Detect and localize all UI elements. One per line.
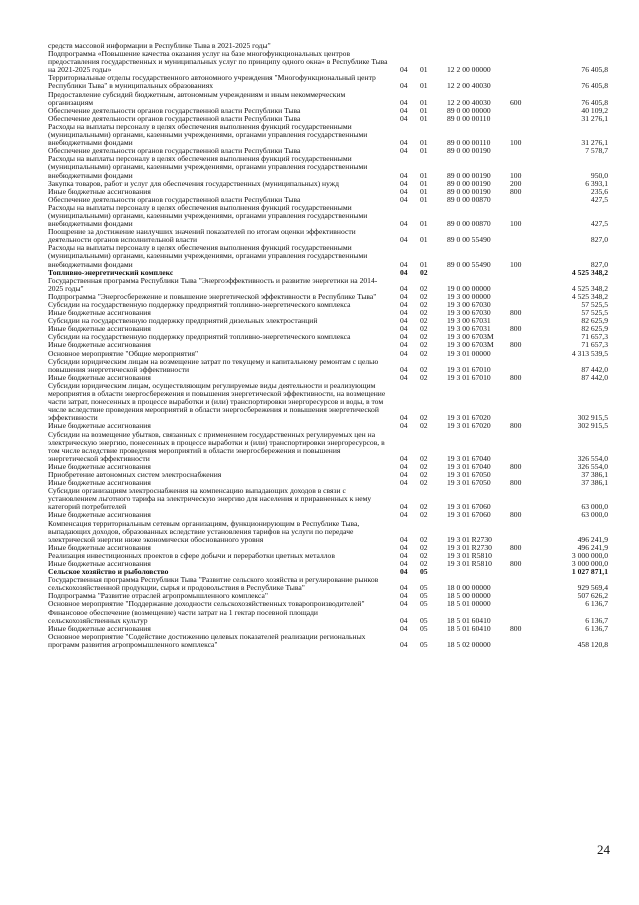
target-article-code: 19 3 00 6703M xyxy=(447,332,494,342)
expense-type-code: 800 xyxy=(510,461,522,471)
target-article-code: 18 0 00 00000 xyxy=(447,583,491,593)
section-code: 04 xyxy=(400,308,408,318)
target-article-code: 19 3 00 00000 xyxy=(447,291,491,301)
item-name: Субсидии на государственную поддержку предприятий топливно-энергетического комплекса xyxy=(48,300,351,309)
amount: 326 554,0 xyxy=(577,461,608,471)
page-number: 24 xyxy=(597,842,610,857)
amount: 63 000,0 xyxy=(581,510,608,520)
target-article-code: 19 3 00 67030 xyxy=(447,308,491,318)
subsection-code: 05 xyxy=(420,591,428,601)
subsection-code: 02 xyxy=(420,542,428,552)
section-code: 04 xyxy=(400,599,408,609)
item-name: Иные бюджетные ассигнования xyxy=(48,421,151,431)
subsection-code: 02 xyxy=(420,372,428,382)
item-name: Иные бюджетные ассигнования xyxy=(48,559,151,568)
section-code: 04 xyxy=(400,502,408,512)
table-row xyxy=(48,277,608,293)
target-article-code: 19 3 01 67050 xyxy=(447,469,491,479)
subsection-code: 02 xyxy=(420,291,428,301)
amount: 326 554,0 xyxy=(577,453,608,463)
target-article-code: 19 3 01 R2730 xyxy=(447,534,492,544)
section-code: 04 xyxy=(400,364,408,374)
subsection-code: 02 xyxy=(420,324,428,334)
section-code: 04 xyxy=(400,178,408,188)
section-code: 04 xyxy=(400,170,408,180)
expense-type-code: 800 xyxy=(510,559,522,568)
item-name: Сельское хозяйство и рыболовство xyxy=(48,567,169,577)
table-row xyxy=(48,358,608,374)
amount: 235,6 xyxy=(590,186,608,196)
item-name: Обеспечение деятельности органов государственной власти Республики Тыва xyxy=(48,194,301,204)
item-name: Государственная программа Республики Тыва "Энергоэффективность и развитие энергетики на 2014-2025 годы" xyxy=(48,275,378,293)
item-name: Компенсация территориальным сетевым организациям, функционирующим в Республике Тыва, выпадающих доходов, образованных вследствие установления тарифов на услуги по передаче электрической энергии ниже экономически обоснованного уровня xyxy=(48,518,360,544)
amount: 4 525 348,2 xyxy=(571,283,608,293)
item-name: Основное мероприятие "Общие мероприятия" xyxy=(48,348,199,358)
item-name: Обеспечение деятельности органов государственной власти Республики Тыва xyxy=(48,113,301,123)
item-name: Иные бюджетные ассигнования xyxy=(48,308,151,318)
table-row xyxy=(48,576,608,592)
target-article-code: 19 3 00 67031 xyxy=(447,324,491,334)
target-article-code: 19 3 01 67060 xyxy=(447,502,491,512)
table-row xyxy=(48,50,608,74)
subsection-code: 01 xyxy=(420,194,428,204)
section-code: 04 xyxy=(400,421,408,431)
target-article-code: 19 3 01 R2730 xyxy=(447,542,492,552)
subsection-code: 01 xyxy=(420,219,428,229)
subsection-code: 05 xyxy=(420,599,428,609)
amount: 507 626,2 xyxy=(577,591,608,601)
section-code: 04 xyxy=(400,534,408,544)
subsection-code: 02 xyxy=(420,559,428,568)
amount: 57 525,5 xyxy=(581,308,608,318)
target-article-code: 18 5 01 60410 xyxy=(447,615,491,625)
section-code: 04 xyxy=(400,461,408,471)
subsection-code: 02 xyxy=(420,316,428,326)
subsection-code: 05 xyxy=(420,583,428,593)
subsection-code: 01 xyxy=(420,146,428,156)
section-code: 04 xyxy=(400,639,408,649)
expense-type-code: 800 xyxy=(510,510,522,520)
target-article-code: 19 3 01 67020 xyxy=(447,413,491,423)
item-name: Основное мероприятие "Поддержание доходности сельскохозяйственных товаропроизводителей" xyxy=(48,599,365,609)
expense-type-code: 800 xyxy=(510,324,522,334)
section-code: 04 xyxy=(400,591,408,601)
subsection-code: 02 xyxy=(420,283,428,293)
subsection-code: 01 xyxy=(420,105,428,115)
amount: 827,0 xyxy=(590,259,608,269)
section-code: 04 xyxy=(400,291,408,301)
amount: 929 569,4 xyxy=(577,583,608,593)
amount: 427,5 xyxy=(590,219,608,229)
table-row xyxy=(48,228,608,244)
item-name: Иные бюджетные ассигнования xyxy=(48,461,151,471)
amount: 4 313 539,5 xyxy=(571,348,608,358)
item-name: Иные бюджетные ассигнования xyxy=(48,324,151,334)
expense-type-code: 200 xyxy=(510,178,522,188)
amount: 427,5 xyxy=(590,194,608,204)
amount: 950,0 xyxy=(590,170,608,180)
subsection-code: 01 xyxy=(420,170,428,180)
item-name: Иные бюджетные ассигнования xyxy=(48,510,151,520)
section-code: 04 xyxy=(400,542,408,552)
table-row xyxy=(48,123,608,147)
expense-type-code: 800 xyxy=(510,308,522,318)
subsection-code: 01 xyxy=(420,259,428,269)
section-code: 04 xyxy=(400,219,408,229)
section-code: 04 xyxy=(400,97,408,107)
item-name: Субсидии на государственную поддержку предприятий топливно-энергетического комплекса xyxy=(48,332,351,342)
amount: 82 625,9 xyxy=(581,324,608,334)
section-code: 04 xyxy=(400,583,408,593)
target-article-code: 89 0 00 00110 xyxy=(447,138,491,148)
section-code: 04 xyxy=(400,267,408,277)
section-code: 04 xyxy=(400,105,408,115)
target-article-code: 19 3 00 67030 xyxy=(447,300,491,309)
amount: 458 120,8 xyxy=(577,639,608,649)
item-name: Основное мероприятие "Содействие достижению целевых показателей реализации региональных программ развития агропромышленного комплекса" xyxy=(48,631,366,649)
item-name: Расходы на выплаты персоналу в целях обеспечения выполнения функций государственными (муниципальными) органами, казенными учреждениями, органами управления государственными внебюджетными фондами xyxy=(48,202,368,229)
item-name: Топливно-энергетический комплекс xyxy=(48,267,174,277)
section-code: 04 xyxy=(400,559,408,568)
target-article-code: 18 5 01 60410 xyxy=(447,623,491,633)
target-article-code: 19 3 00 6703M xyxy=(447,340,494,350)
item-name: Иные бюджетные ассигнования xyxy=(48,478,151,488)
item-name: Расходы на выплаты персоналу в целях обеспечения выполнения функций государственными (муниципальными) органами, казенными учреждениями, органами управления государственными внебюджетными фондами xyxy=(48,154,368,180)
section-code: 04 xyxy=(400,453,408,463)
item-name: Поощрение за достижение наилучших значений показателей по итогам оценки эффективности деятельности органов исполнительной власти xyxy=(48,227,356,245)
section-code: 04 xyxy=(400,194,408,204)
subsection-code: 02 xyxy=(420,453,428,463)
section-code: 04 xyxy=(400,478,408,488)
amount: 6 136,7 xyxy=(585,615,608,625)
target-article-code: 19 3 01 67060 xyxy=(447,510,491,520)
section-code: 04 xyxy=(400,146,408,156)
subsection-code: 05 xyxy=(420,623,428,633)
amount: 302 915,5 xyxy=(577,421,608,431)
expense-type-code: 800 xyxy=(510,421,522,431)
item-name: Обеспечение деятельности органов государственной власти Республики Тыва xyxy=(48,146,301,156)
target-article-code: 19 3 01 67040 xyxy=(447,461,491,471)
table-row xyxy=(48,74,608,90)
section-code: 04 xyxy=(400,348,408,358)
item-name: Иные бюджетные ассигнования xyxy=(48,186,151,196)
amount: 7 578,7 xyxy=(585,146,608,156)
table-row xyxy=(48,204,608,228)
table-row xyxy=(48,633,608,649)
target-article-code: 19 3 01 R5810 xyxy=(447,559,492,568)
expense-type-code: 800 xyxy=(510,542,522,552)
target-article-code: 19 3 01 67020 xyxy=(447,421,491,431)
section-code: 04 xyxy=(400,300,408,309)
amount: 63 000,0 xyxy=(581,502,608,512)
item-name: Субсидии организациям электроснабжения на компенсацию выпадающих доходов в связи с установлением льготного тарифа на электрическую энергию для населения и приравненных к нему категорий потребителей xyxy=(48,486,372,512)
item-name: Обеспечение деятельности органов государственной власти Республики Тыва xyxy=(48,105,301,115)
target-article-code: 18 5 00 00000 xyxy=(447,591,491,601)
item-name: Реализация инвестиционных проектов в сфере добычи и переработки цветных металлов xyxy=(48,550,335,560)
section-code: 04 xyxy=(400,113,408,123)
item-name: Предоставление субсидий бюджетным, автономным учреждениям и иным некоммерческим организациям xyxy=(48,89,346,107)
section-code: 04 xyxy=(400,259,408,269)
amount: 31 276,1 xyxy=(581,138,608,148)
amount: 87 442,0 xyxy=(581,372,608,382)
item-name: Субсидии юридическим лицам, осуществляющим регулируемые виды деятельности и реализующим мероприятия в области энергосбережения и повышения энергетической эффективности, на возмещение части затрат, понесенных в процессе выработки и (или) транспортировки энергоресурсов и воды, в том числе вследствие проведения мероприятий в области энергосбережения и повышения энергетической эффективности xyxy=(48,380,386,423)
target-article-code: 89 0 00 00190 xyxy=(447,170,491,180)
target-article-code: 18 5 02 00000 xyxy=(447,639,491,649)
amount: 3 000 000,0 xyxy=(571,550,608,560)
section-code: 04 xyxy=(400,623,408,633)
target-article-code: 19 3 01 67010 xyxy=(447,372,491,382)
amount: 37 386,1 xyxy=(581,478,608,488)
section-code: 04 xyxy=(400,615,408,625)
item-name: Субсидии на возмещение убытков, связанных с применением государственных регулируемых цен на электрическую энергию, понесенных в процессе выработки и (или) транспортировки энергоресурсов, в том числе вследствие проведения мероприятий в области энергосбережения и повышения энергетической эффективности xyxy=(48,429,385,463)
table-row xyxy=(48,487,608,511)
amount: 71 657,3 xyxy=(581,332,608,342)
subsection-code: 02 xyxy=(420,300,428,309)
expense-type-code: 800 xyxy=(510,186,522,196)
section-code: 04 xyxy=(400,332,408,342)
expense-type-code: 800 xyxy=(510,623,522,633)
subsection-code: 02 xyxy=(420,332,428,342)
section-code: 04 xyxy=(400,510,408,520)
amount: 302 915,5 xyxy=(577,413,608,423)
subsection-code: 02 xyxy=(420,421,428,431)
target-article-code: 19 3 01 00000 xyxy=(447,348,491,358)
subsection-code: 01 xyxy=(420,138,428,148)
amount: 4 525 348,2 xyxy=(571,267,608,277)
target-article-code: 19 3 01 67050 xyxy=(447,478,491,488)
expense-type-code: 600 xyxy=(510,97,522,107)
table-row xyxy=(48,155,608,179)
table-row xyxy=(48,382,608,422)
section-code: 04 xyxy=(400,413,408,423)
item-name: Территориальные отделы государственного автономного учреждения "Многофункциональный центр Республики Тыва" в муниципальных образованиях xyxy=(48,73,376,91)
target-article-code: 19 3 01 R5810 xyxy=(447,550,492,560)
table-row xyxy=(48,609,608,625)
section-code: 04 xyxy=(400,372,408,382)
target-article-code: 89 0 00 00870 xyxy=(447,194,491,204)
subsection-code: 02 xyxy=(420,550,428,560)
subsection-code: 01 xyxy=(420,113,428,123)
amount: 71 657,3 xyxy=(581,340,608,350)
subsection-code: 02 xyxy=(420,502,428,512)
subsection-code: 01 xyxy=(420,81,428,91)
item-name: Иные бюджетные ассигнования xyxy=(48,623,151,633)
subsection-code: 02 xyxy=(420,534,428,544)
item-name: Финансовое обеспечение (возмещение) части затрат на 1 гектар посевной площади сельскохозяйственных культур xyxy=(48,607,318,625)
subsection-code: 01 xyxy=(420,178,428,188)
subsection-code: 01 xyxy=(420,65,428,75)
target-article-code: 89 0 00 00190 xyxy=(447,186,491,196)
expense-type-code: 100 xyxy=(510,259,522,269)
amount: 76 405,8 xyxy=(581,97,608,107)
section-code: 04 xyxy=(400,283,408,293)
expense-type-code: 800 xyxy=(510,372,522,382)
table-row xyxy=(48,431,608,463)
subsection-code: 02 xyxy=(420,510,428,520)
target-article-code: 19 0 00 00000 xyxy=(447,283,491,293)
target-article-code: 19 3 01 67040 xyxy=(447,453,491,463)
target-article-code: 89 0 00 00190 xyxy=(447,178,491,188)
target-article-code: 89 0 00 00110 xyxy=(447,113,491,123)
amount: 40 109,2 xyxy=(581,105,608,115)
section-code: 04 xyxy=(400,186,408,196)
item-name: Субсидии на государственную поддержку предприятий дизельных электростанций xyxy=(48,316,318,326)
subsection-code: 02 xyxy=(420,413,428,423)
section-code: 04 xyxy=(400,324,408,334)
target-article-code: 89 0 00 55490 xyxy=(447,259,491,269)
item-name: Расходы на выплаты персоналу в целях обеспечения выполнения функций государственными (муниципальными) органами, казенными учреждениями, органами управления государственными внебюджетными фондами xyxy=(48,243,368,269)
subsection-code: 02 xyxy=(420,478,428,488)
item-name: Субсидии юридическим лицам на возмещение затрат по текущему и капитальному ремонтам с целью повышения энергетической эффективности xyxy=(48,356,379,374)
amount: 76 405,8 xyxy=(581,81,608,91)
subsection-code: 02 xyxy=(420,364,428,374)
item-name: Иные бюджетные ассигнования xyxy=(48,372,151,382)
item-name: Подпрограмма «Повышение качества оказания услуг на базе многофункциональных центров предоставления государственных и муниципальных услуг по принципу одного окна» в Республике Тыва на 2021-2025 годы» xyxy=(48,49,388,75)
amount: 87 442,0 xyxy=(581,364,608,374)
item-name: Иные бюджетные ассигнования xyxy=(48,340,151,350)
target-article-code: 12 2 00 00000 xyxy=(447,65,491,75)
amount: 1 027 871,1 xyxy=(571,567,608,577)
subsection-code: 01 xyxy=(420,186,428,196)
section-code: 04 xyxy=(400,550,408,560)
expense-type-code: 100 xyxy=(510,170,522,180)
table-row xyxy=(48,244,608,268)
section-code: 04 xyxy=(400,340,408,350)
amount: 4 525 348,2 xyxy=(571,291,608,301)
amount: 76 405,8 xyxy=(581,65,608,75)
amount: 31 276,1 xyxy=(581,113,608,123)
target-article-code: 12 2 00 40030 xyxy=(447,81,491,91)
target-article-code: 12 2 00 40030 xyxy=(447,97,491,107)
amount: 496 241,9 xyxy=(577,534,608,544)
item-name: Приобретение автономных систем электроснабжения xyxy=(48,469,222,479)
subsection-code: 02 xyxy=(420,308,428,318)
amount: 82 625,9 xyxy=(581,316,608,326)
subsection-code: 02 xyxy=(420,469,428,479)
target-article-code: 18 5 01 00000 xyxy=(447,599,491,609)
section-code: 04 xyxy=(400,138,408,148)
target-article-code: 89 0 00 00190 xyxy=(447,146,491,156)
amount: 6 136,7 xyxy=(585,623,608,633)
target-article-code: 89 0 00 55490 xyxy=(447,235,491,245)
item-name: Закупка товаров, работ и услуг для обеспечения государственных (муниципальных) нужд xyxy=(48,178,339,188)
subsection-code: 02 xyxy=(420,461,428,471)
table-row xyxy=(48,520,608,544)
section-code: 04 xyxy=(400,65,408,75)
expense-type-code: 100 xyxy=(510,219,522,229)
amount: 57 525,5 xyxy=(581,300,608,309)
subsection-code: 02 xyxy=(420,340,428,350)
item-name: Подпрограмма "Энергосбережение и повышение энергетической эффективности в Республике Тыва" xyxy=(48,291,377,301)
section-code: 04 xyxy=(400,469,408,479)
subsection-code: 02 xyxy=(420,348,428,358)
amount: 6 393,1 xyxy=(585,178,608,188)
item-name: средств массовой информации в Республике Тыва в 2021-2025 годы" xyxy=(48,41,271,50)
subsection-code: 05 xyxy=(420,567,428,577)
budget-table xyxy=(48,42,608,649)
amount: 496 241,9 xyxy=(577,542,608,552)
amount: 37 386,1 xyxy=(581,469,608,479)
section-code: 04 xyxy=(400,316,408,326)
subsection-code: 01 xyxy=(420,97,428,107)
section-code: 04 xyxy=(400,81,408,91)
amount: 3 000 000,0 xyxy=(571,559,608,568)
target-article-code: 89 0 00 00870 xyxy=(447,219,491,229)
expense-type-code: 100 xyxy=(510,138,522,148)
section-code: 04 xyxy=(400,567,408,577)
item-name: Иные бюджетные ассигнования xyxy=(48,542,151,552)
amount: 827,0 xyxy=(590,235,608,245)
subsection-code: 05 xyxy=(420,615,428,625)
subsection-code: 01 xyxy=(420,235,428,245)
target-article-code: 19 3 00 67031 xyxy=(447,316,491,326)
target-article-code: 19 3 01 67010 xyxy=(447,364,491,374)
subsection-code: 02 xyxy=(420,267,428,277)
expense-type-code: 800 xyxy=(510,478,522,488)
item-name: Расходы на выплаты персоналу в целях обеспечения выполнения функций государственными (муниципальными) органами, казенными учреждениями, органами управления государственными внебюджетными фондами xyxy=(48,121,368,148)
item-name: Подпрограмма "Развитие отраслей агропромышленного комплекса" xyxy=(48,591,268,601)
item-name: Государственная программа Республики Тыва "Развитие сельского хозяйства и регулирование рынков сельскохозяйственной продукции, сырья и продовольствия в Республике Тыва" xyxy=(48,575,379,593)
subsection-code: 05 xyxy=(420,639,428,649)
table-row xyxy=(48,91,608,107)
target-article-code: 89 0 00 00000 xyxy=(447,105,491,115)
amount: 6 136,7 xyxy=(585,599,608,609)
expense-type-code: 800 xyxy=(510,340,522,350)
section-code: 04 xyxy=(400,235,408,245)
